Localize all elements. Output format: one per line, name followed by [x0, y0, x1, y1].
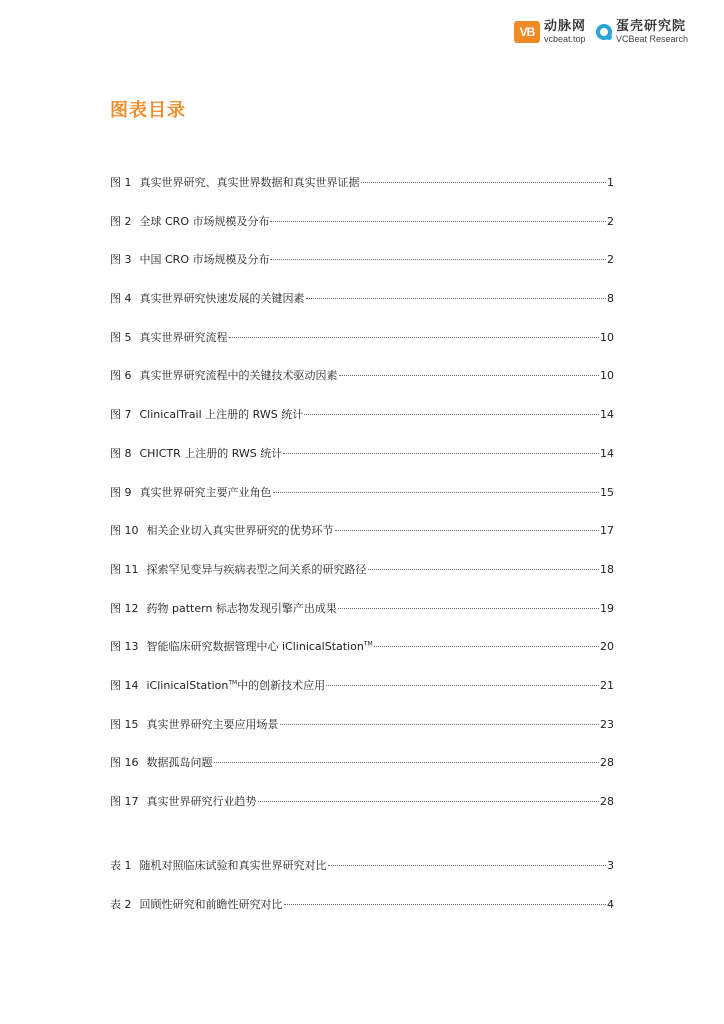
dot-leader: [273, 492, 600, 493]
toc-entry-page: 20: [600, 640, 614, 654]
toc-entry-page: 14: [600, 446, 614, 460]
dot-leader: [339, 375, 600, 376]
trademark-superscript: TM: [228, 679, 238, 687]
toc-entry[interactable]: [110, 174, 614, 213]
toc-entry-number: 图 15: [110, 717, 139, 731]
toc-entry[interactable]: [110, 638, 614, 677]
dot-leader: [284, 904, 607, 905]
dot-leader: [280, 724, 600, 725]
toc-entry-number: 图 9: [110, 485, 132, 499]
toc-entry-number: 表 2: [110, 897, 132, 911]
toc-entry-label: 真实世界研究流程中的关键技术驱动因素: [139, 369, 338, 383]
dot-leader: [214, 762, 600, 763]
dot-leader: [326, 685, 599, 686]
toc-entry[interactable]: [110, 896, 614, 935]
toc-entry[interactable]: [110, 561, 614, 600]
toc-entry[interactable]: [110, 522, 614, 561]
dot-leader: [270, 221, 606, 222]
toc-entry-number: 图 14: [110, 678, 139, 692]
toc-entry[interactable]: [110, 329, 614, 368]
trademark-superscript: TM: [363, 640, 373, 648]
toc-entry-number: 图 17: [110, 795, 139, 808]
toc-entry-label: ClinicalTrail 上注册的 RWS 统计: [139, 408, 304, 422]
dot-leader: [283, 453, 599, 454]
vcbeat-logo-en: vcbeat.top: [543, 34, 586, 44]
toc-entry-page: 28: [600, 795, 614, 808]
toc-entry-page: 21: [600, 678, 614, 692]
toc-entry-number: 图 7: [110, 408, 132, 422]
toc-entry[interactable]: [110, 857, 614, 896]
toc-entry-label: 真实世界研究流程: [139, 330, 228, 344]
dot-leader: [338, 608, 599, 609]
toc-entry-page: 8: [607, 292, 614, 306]
dot-leader: [304, 414, 599, 415]
toc-entry-page: 19: [600, 601, 614, 615]
toc-entry[interactable]: [110, 290, 614, 329]
toc-entry-label: 智能临床研究数据管理中心 iClinicalStation™: [146, 640, 373, 654]
toc-entry-label: 中国 CRO 市场规模及分布: [139, 253, 270, 267]
toc-entry-number: 图 4: [110, 292, 132, 306]
toc-entry-page: 14: [600, 408, 614, 422]
toc-entry-number: 图 13: [110, 640, 139, 654]
toc-entry-label: 药物 pattern 标志物发现引擎产出成果: [146, 601, 337, 615]
figure-list: [110, 174, 614, 832]
toc-entry-label: 随机对照临床试验和真实世界研究对比: [139, 859, 327, 872]
toc-entry-label: 相关企业切入真实世界研究的优势环节: [146, 524, 334, 538]
header-logos: [514, 20, 688, 44]
dot-leader: [328, 865, 607, 866]
toc-entry-number: 图 16: [110, 756, 139, 770]
toc-entry-label: 真实世界研究、真实世界数据和真实世界证据: [139, 176, 360, 189]
toc-entry-number: 图 3: [110, 253, 132, 267]
toc-entry-page: 10: [600, 330, 614, 344]
research-logo-cn: 蛋壳研究院: [615, 19, 686, 34]
table-list: [110, 857, 614, 934]
toc-entry-label: 真实世界研究快速发展的关键因素: [139, 292, 305, 306]
toc-entry-number: 图 5: [110, 330, 132, 344]
toc-entry-number: 图 12: [110, 601, 139, 615]
toc-entry-label: 探索罕见变异与疾病表型之间关系的研究路径: [146, 562, 367, 576]
toc-entry-label: 真实世界研究行业趋势: [146, 795, 257, 808]
page-title: 图表目录: [110, 100, 186, 121]
toc-entry-label: iClinicalStation™中的创新技术应用: [146, 678, 326, 692]
toc-entry[interactable]: [110, 484, 614, 523]
toc-entry-page: 15: [600, 485, 614, 499]
toc-entry-number: 图 2: [110, 214, 132, 228]
toc-entry-page: 3: [607, 859, 614, 872]
vcbeat-logo-cn: 动脉网: [543, 19, 586, 34]
toc-entry-number: 图 1: [110, 176, 132, 189]
eggshell-logo-icon: [596, 24, 612, 40]
toc-entry-page: 10: [600, 369, 614, 383]
toc-entry[interactable]: [110, 445, 614, 484]
toc-entry[interactable]: [110, 406, 614, 445]
toc-entry-page: 4: [607, 897, 614, 911]
dot-leader: [306, 298, 607, 299]
toc-entry-page: 23: [600, 717, 614, 731]
toc-entry-label: 真实世界研究主要产业角色: [139, 485, 272, 499]
toc-entry-page: 18: [600, 562, 614, 576]
dot-leader: [368, 569, 600, 570]
toc-entry-label: 真实世界研究主要应用场景: [146, 717, 279, 731]
toc-entry-page: 2: [607, 253, 614, 267]
toc-entry[interactable]: [110, 716, 614, 755]
toc-entry-label: CHICTR 上注册的 RWS 统计: [139, 446, 283, 460]
toc-entry-number: 图 10: [110, 524, 139, 538]
toc-entry-label: 全球 CRO 市场规模及分布: [139, 214, 270, 228]
toc-entry-number: 图 6: [110, 369, 132, 383]
dot-leader: [374, 646, 599, 647]
dot-leader: [258, 801, 600, 802]
toc-entry[interactable]: [110, 251, 614, 290]
dot-leader: [335, 530, 600, 531]
toc-entry[interactable]: [110, 677, 614, 716]
toc-entry[interactable]: [110, 367, 614, 406]
toc-entry[interactable]: [110, 600, 614, 639]
toc-entry-page: 17: [600, 524, 614, 538]
vcbeat-logo: [514, 20, 586, 44]
toc-entry-number: 图 8: [110, 446, 132, 460]
toc-entry[interactable]: [110, 213, 614, 252]
toc-entry-number: 表 1: [110, 859, 132, 872]
vcbeat-logo-icon: VB: [514, 21, 540, 43]
toc-entry[interactable]: [110, 793, 614, 832]
toc-entry-page: 1: [607, 176, 614, 189]
toc-entry-label: 数据孤岛问题: [146, 756, 213, 770]
toc-entry-page: 2: [607, 214, 614, 228]
toc-entry-label: 回顾性研究和前瞻性研究对比: [139, 897, 283, 911]
research-logo-en: VCBeat Research: [615, 34, 688, 44]
dot-leader: [270, 259, 606, 260]
dot-leader: [361, 182, 607, 183]
toc-entry-page: 28: [600, 756, 614, 770]
vcbeat-research-logo: [596, 20, 688, 44]
toc-entry-number: 图 11: [110, 562, 139, 576]
toc-entry[interactable]: [110, 754, 614, 793]
dot-leader: [229, 337, 600, 338]
